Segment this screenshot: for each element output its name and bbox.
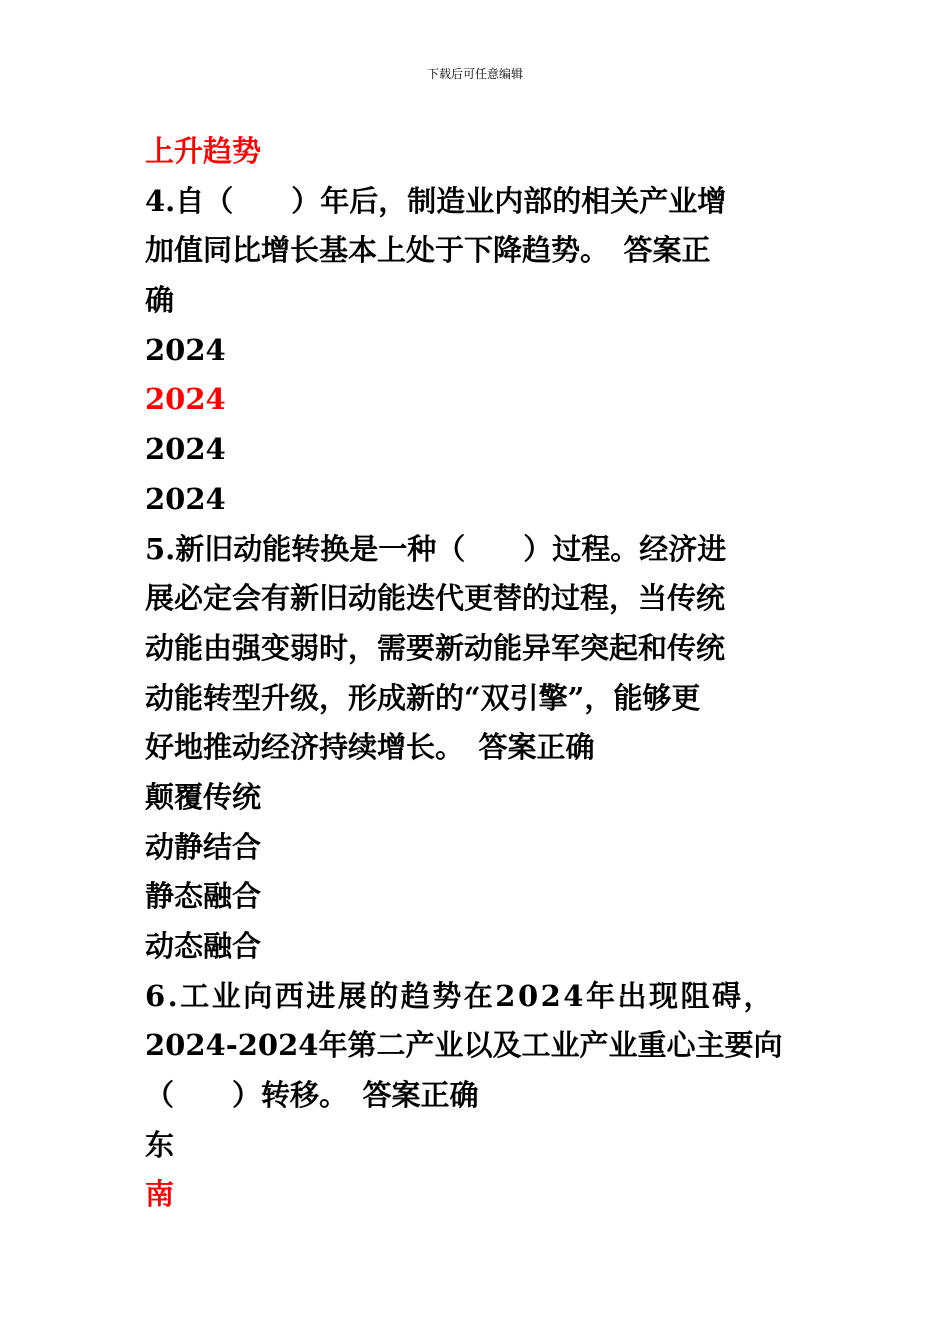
- question-5-line-5: 好地推动经济持续增长。 答案正确: [145, 730, 595, 765]
- question-5-line-1: 5.新旧动能转换是一种（ ）过程。经济进: [145, 531, 727, 566]
- question-4-line-3: 确: [145, 283, 175, 318]
- question-4-option-c: 2024: [145, 432, 226, 467]
- question-6-option-b-correct: 南: [145, 1177, 175, 1212]
- question-5-option-d: 动态融合: [145, 929, 262, 963]
- question-6-line-3: （ ）转移。 答案正确: [145, 1078, 479, 1113]
- question-5-option-b: 动静结合: [145, 829, 262, 864]
- question-4-option-a: 2024: [145, 332, 226, 367]
- question-4-option-d: 2024: [145, 481, 226, 516]
- question-6-line-2: 2024-2024年第二产业以及工业产业重心主要向: [145, 1028, 783, 1063]
- question-5-line-3: 动能由强变弱时，需要新动能异军突起和传统: [145, 630, 726, 665]
- question-6-line-1: 6.工业向西进展的趋势在2024年出现阻碍，: [145, 978, 775, 1013]
- question-5-line-4: 动能转型升级，形成新的“双引擎”，能够更: [145, 680, 701, 715]
- question-4-line-2: 加值同比增长基本上处于下降趋势。 答案正: [145, 233, 711, 268]
- question-4-option-b-correct: 2024: [145, 382, 226, 417]
- question-5-option-c: 静态融合: [145, 879, 262, 914]
- question-6-option-a: 东: [145, 1127, 175, 1162]
- answer-option-highlighted: 上升趋势: [145, 134, 262, 168]
- question-4-line-1: 4.自（ ）年后，制造业内部的相关产业增: [145, 183, 727, 218]
- question-5-option-a: 颠覆传统: [145, 779, 262, 814]
- question-5-line-2: 展必定会有新旧动能迭代更替的过程，当传统: [145, 581, 726, 616]
- document-body: [145, 127, 825, 1220]
- page-header: 下载后可任意编辑: [426, 67, 523, 81]
